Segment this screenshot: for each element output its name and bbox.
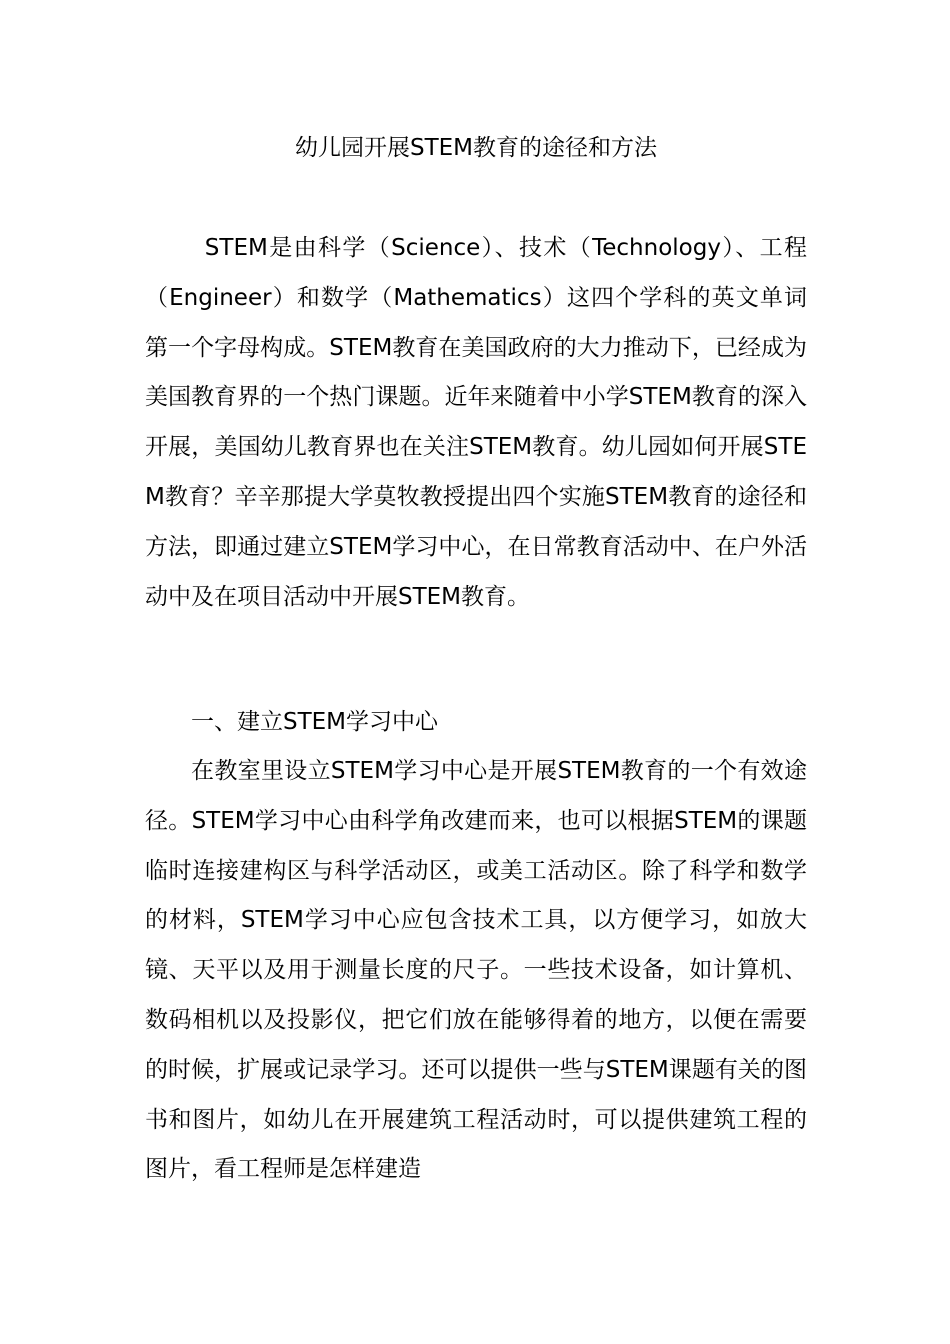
section-heading: 一、建立STEM学习中心	[191, 709, 439, 735]
section-paragraph: 在教室里设立STEM学习中心是开展STEM教育的一个有效途径。STEM学习中心由科学角改建而来，也可以根据STEM的课题临时连接建构区与科学活动区，或美工活动区。除了科学和数学的材料，STEM学习中心应包含技术工具，以方便学习，如放大镜、天平以及用于测量长度的尺子。一些技术设备，如计算机、数码相机以及投影仪，把它们放在能够得着的地方，以便在需要的时候，扩展或记录学习。还可以提供一些与STEM课题有关的图书和图片，如幼儿在开展建筑工程活动时，可以提供建筑工程的图片，看工程师是怎样建造	[145, 758, 807, 1183]
document-title: 幼儿园开展STEM教育的途径和方法	[294, 135, 658, 161]
intro-paragraph: STEM是由科学（Science）、技术（Technology）、工程（Engineer）和数学（Mathematics）这四个学科的英文单词第一个字母构成。STEM教育在美国政府的大力推动下，已经成为美国教育界的一个热门课题。近年来随着中小学STEM教育的深入开展，美国幼儿教育界也在关注STEM教育。幼儿园如何开展STEM教育？辛辛那提大学莫牧教授提出四个实施STEM教育的途径和方法，即通过建立STEM学习中心，在日常教育活动中、在户外活动中及在项目活动中开展STEM教育。	[145, 235, 807, 610]
document-page	[145, 0, 807, 1344]
